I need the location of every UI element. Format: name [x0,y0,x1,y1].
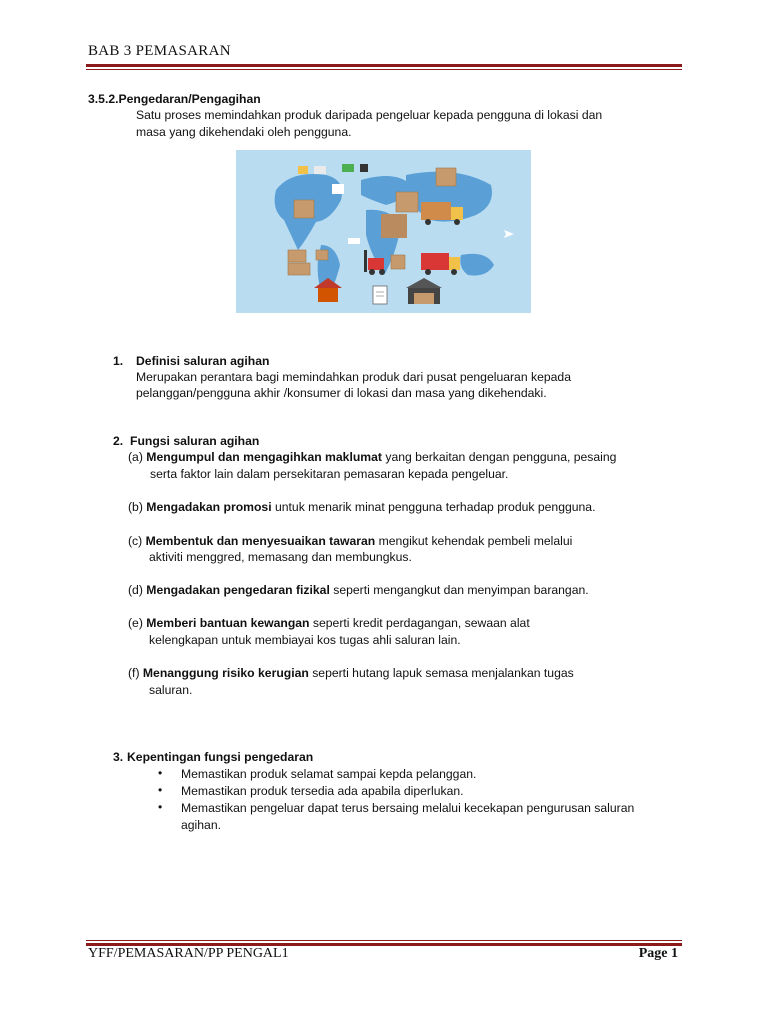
bullet-2-text: Memastikan produk tersedia ada apabila diperlukan. [181,784,464,798]
item-1-line-1: Merupakan perantara bagi memindahkan produk dari pusat pengeluaran kepada [136,370,571,384]
item-2-number: 2. [113,434,124,448]
item-2e-label: (e) [128,616,143,630]
clipboard-icon [373,286,387,304]
item-2c-line-2: aktiviti menggred, memasang dan membungkus. [149,550,412,564]
section-heading: 3.5.2.Pengedaran/Pengagihan [88,92,261,106]
cargo-ship-icon [348,238,360,244]
item-2a-bold: Mengumpul dan mengagihkan maklumat [146,450,382,464]
airplane-icon [504,230,514,238]
footer-left: YFF/PEMASARAN/PP PENGAL1 [88,946,289,961]
house-icon [314,278,342,302]
intro-line-2: masa yang dikehendaki oleh pengguna. [136,125,352,139]
bullet-3-text: Memastikan pengeluar dapat terus bersaing melalui kecekapan pengurusan saluran [181,801,635,815]
warehouse-icon [406,278,442,304]
distribution-illustration [236,150,531,313]
item-2c [128,533,572,550]
item-2f-label: (f) [128,666,140,680]
page-header-title: BAB 3 PEMASARAN [88,43,231,59]
item-2b [128,499,595,516]
item-1-number: 1. [113,354,124,368]
item-2c-label: (c) [128,534,143,548]
item-2e-bold: Memberi bantuan kewangan [146,616,310,630]
item-2f-bold: Menanggung risiko kerugian [142,666,309,680]
footer-page-number: Page 1 [638,946,678,961]
intro-line-1: Satu proses memindahkan produk daripada pengeluar kepada pengguna di lokasi dan [136,108,603,122]
item-2d-label: (d) [128,583,143,597]
header-rule [86,64,682,70]
item-1-heading: Definisi saluran agihan [136,354,270,368]
item-2-heading: Fungsi saluran agihan [130,434,260,448]
box-icon [294,200,314,218]
item-1-line-2: pelanggan/pengguna akhir /konsumer di lokasi dan masa yang dikehendaki. [136,386,547,400]
world-map-icon [236,150,531,313]
bullet-1-text: Memastikan produk selamat sampai kepda pelanggan. [181,767,477,781]
bullet-3-symbol: • [158,800,163,814]
item-3-number: 3. [113,750,124,764]
item-2e-rest: seperti kredit perdagangan, sewaan alat [309,616,530,630]
item-2c-rest: mengikut kehendak pembeli melalui [375,534,573,548]
item-2a-rest: yang berkaitan dengan pengguna, pesaing [381,450,617,464]
item-2b-bold: Mengadakan promosi [146,500,272,514]
bullet-2-symbol: • [158,783,163,797]
item-2b-rest: untuk menarik minat pengguna terhadap produk pengguna. [271,500,596,514]
item-2a-line-2: serta faktor lain dalam persekitaran pemasaran kepada pengeluar. [150,467,509,481]
item-2f-line-2: saluran. [149,683,193,697]
bullet-3-continuation: agihan. [181,818,221,832]
item-2e [128,615,530,632]
item-2d [128,582,589,599]
item-2c-bold: Membentuk dan menyesuaikan tawaran [145,534,376,548]
item-2f [128,665,574,682]
item-2e-line-2: kelengkapan untuk membiayai kos tugas ahli saluran lain. [149,633,461,647]
item-2a [128,449,616,466]
item-2d-bold: Mengadakan pengedaran fizikal [146,583,330,597]
item-2f-rest: seperti hutang lapuk semasa menjalankan tugas [308,666,574,680]
item-2b-label: (b) [128,500,143,514]
item-2a-label: (a) [128,450,143,464]
item-2d-rest: seperti mengangkut dan menyimpan barangan. [329,583,589,597]
bullet-1-symbol: • [158,766,163,780]
item-3-heading: Kepentingan fungsi pengedaran [127,750,314,764]
